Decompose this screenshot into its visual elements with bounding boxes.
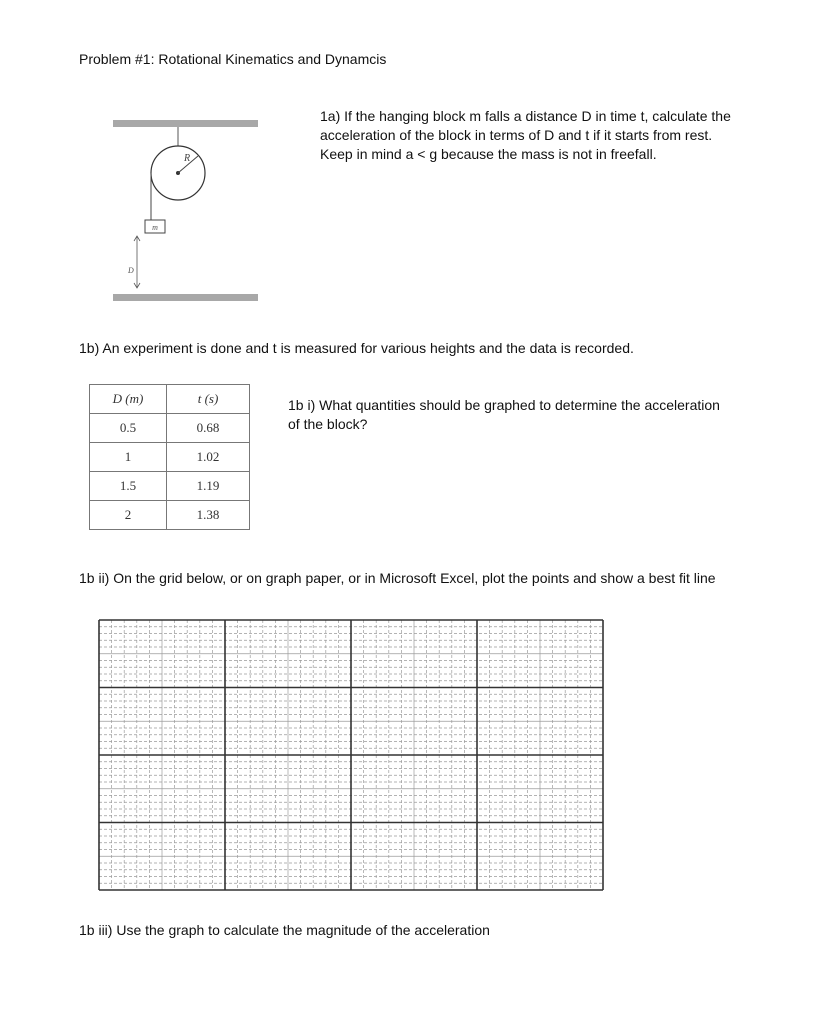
floor [113,294,258,301]
pulley-diagram [108,112,268,312]
question-1b-iii: 1b iii) Use the graph to calculate the magnitude of the acceleration [79,922,490,938]
table-cell: 0.68 [167,414,250,443]
column-header-time: t (s) [167,385,250,414]
column-header-distance: D (m) [90,385,167,414]
table-row [90,443,250,472]
table-row [90,472,250,501]
radius-label: R [184,153,191,164]
question-1b-i: 1b i) What quantities should be graphed to determine the acceleration of the block? [288,397,720,432]
ceiling [113,120,258,127]
table-row [90,414,250,443]
data-table [89,384,250,530]
mass-label: m [152,223,158,232]
table-cell: 2 [90,501,167,530]
page-title: Problem #1: Rotational Kinematics and Dynamcis [79,51,387,67]
table-cell: 1.38 [167,501,250,530]
table-cell: 1.02 [167,443,250,472]
table-cell: 1 [90,443,167,472]
graph-paper-grid[interactable] [96,617,606,895]
table-cell: 1.5 [90,472,167,501]
table-row [90,501,250,530]
table-header-row [90,385,250,414]
question-1b-ii: 1b ii) On the grid below, or on graph paper, or in Microsoft Excel, plot the points and show a best fit line [79,570,716,586]
distance-label: D [128,266,134,275]
table-cell: 0.5 [90,414,167,443]
question-1b: 1b) An experiment is done and t is measured for various heights and the data is recorded. [79,340,634,356]
table-cell: 1.19 [167,472,250,501]
question-1a: 1a) If the hanging block m falls a distance D in time t, calculate the acceleration of the block in terms of D and t if it starts from rest. Keep in mind a < g because the mass is not in freefall. [320,108,731,162]
